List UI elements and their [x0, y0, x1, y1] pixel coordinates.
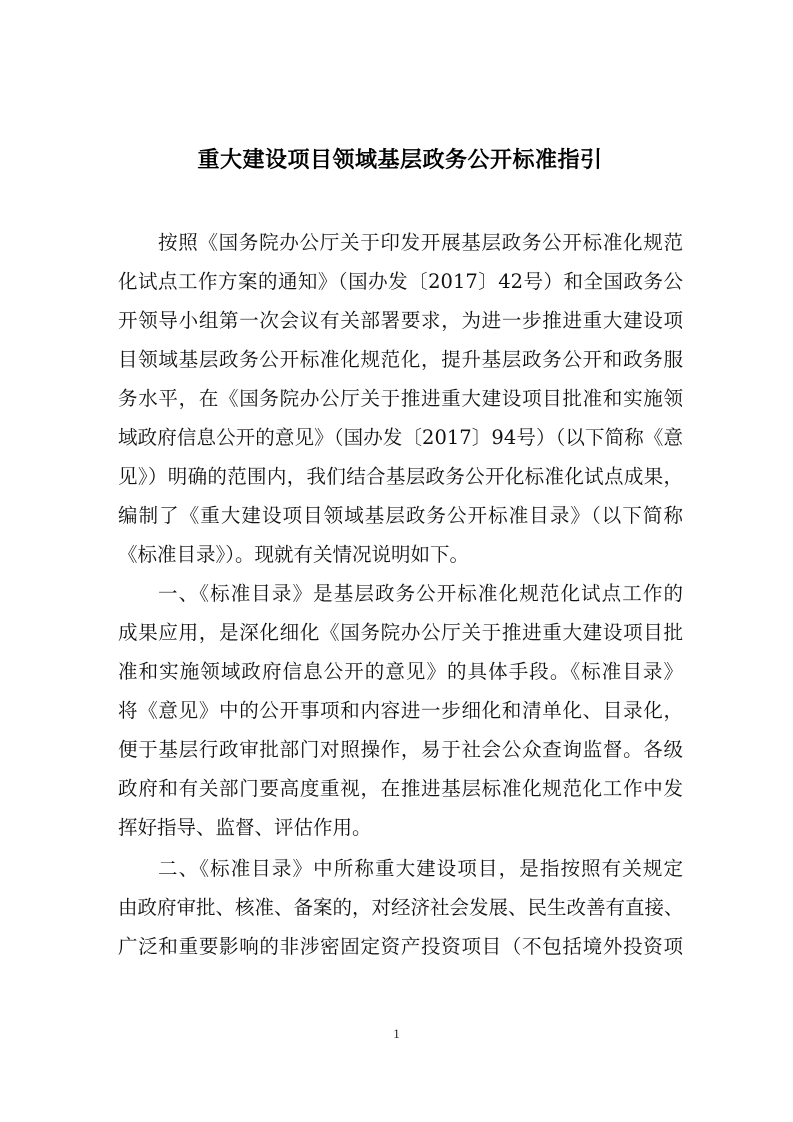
paragraph-line: 成果应用，是深化细化《国务院办公厅关于推进重大建设项目批 — [118, 621, 683, 644]
page-number: 1 — [393, 1026, 400, 1041]
paragraph-line: 见》）明确的范围内，我们结合基层政务公开化标准化试点成果， — [118, 465, 683, 488]
paragraph-line: 域政府信息公开的意见》（国办发〔2017〕94号）（以下简称《意 — [118, 426, 683, 449]
paragraph-line: 由政府审批、核准、备案的，对经济社会发展、民生改善有直接、 — [118, 896, 684, 919]
paragraph-line: 务水平，在《国务院办公厅关于推进重大建设项目批准和实施领 — [118, 387, 683, 410]
paragraph-line: 二、《标准目录》中所称重大建设项目，是指按照有关规定 — [158, 857, 683, 880]
paragraph-line: 准和实施领域政府信息公开的意见》的具体手段。《标准目录》 — [118, 660, 683, 683]
paragraph-line: 一、《标准目录》是基层政务公开标准化规范化试点工作的 — [158, 582, 683, 605]
paragraph-line: 将《意见》中的公开事项和内容进一步细化和清单化、目录化， — [118, 699, 683, 722]
paragraph-line: 按照《国务院办公厅关于印发开展基层政务公开标准化规范 — [158, 231, 683, 254]
paragraph-line: 挥好指导、监督、评估作用。 — [118, 816, 372, 839]
paragraph-line: 政府和有关部门要高度重视，在推进基层标准化规范化工作中发 — [118, 777, 683, 800]
paragraph-line: 编制了《重大建设项目领域基层政务公开标准目录》（以下简称 — [118, 504, 683, 527]
paragraph-line: 广泛和重要影响的非涉密固定资产投资项目（不包括境外投资项 — [118, 935, 683, 958]
paragraph-line: 《标准目录》）。现就有关情况说明如下。 — [118, 543, 470, 566]
paragraph-line: 便于基层行政审批部门对照操作，易于社会公众查询监督。各级 — [118, 738, 683, 761]
document-title: 重大建设项目领域基层政务公开标准指引 — [197, 148, 603, 173]
paragraph-line: 开领导小组第一次会议有关部署要求，为进一步推进重大建设项 — [118, 309, 683, 332]
paragraph-line: 化试点工作方案的通知》（国办发〔2017〕42号）和全国政务公 — [118, 270, 683, 293]
paragraph-line: 目领域基层政务公开标准化规范化，提升基层政务公开和政务服 — [118, 348, 683, 371]
